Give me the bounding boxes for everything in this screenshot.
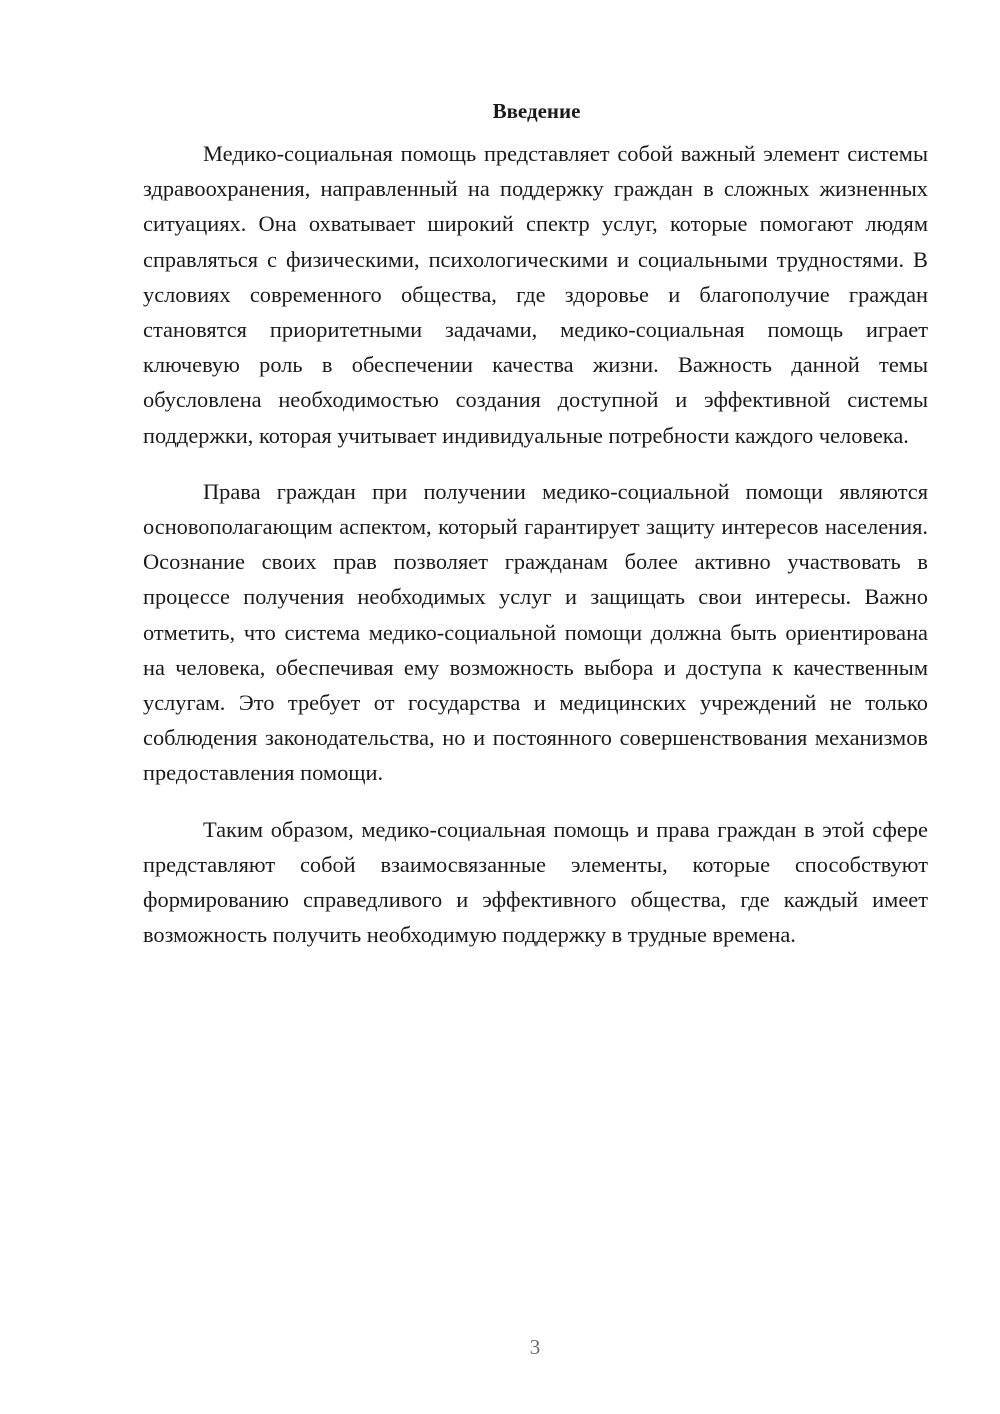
page-content: [143, 96, 928, 952]
paragraph-2: Права граждан при получении медико-социальной помощи являются основополагающим аспектом, который гарантирует защиту интересов населения. Осознание своих прав позволяет гражданам более активно участвовать в процессе получения необходимых услуг и защищать свои интересы. Важно отметить, что система медико-социальной помощи должна быть ориентирована на человека, обеспечивая ему возможность выбора и доступа к качественным услугам. Это требует от государства и медицинских учреждений не только соблюдения законодательства, но и постоянного совершенствования механизмов предоставления помощи.: [143, 478, 928, 786]
paragraph-3: Таким образом, медико-социальная помощь и права граждан в этой сфере представляют собой взаимосвязанные элементы, которые способствуют формированию справедливого и эффективного общества, где каждый имеет возможность получить необходимую поддержку в трудные времена.: [143, 816, 928, 948]
page-number: 3: [529, 1335, 541, 1359]
paragraph-1: Медико-социальная помощь представляет собой важный элемент системы здравоохранения, направленный на поддержку граждан в сложных жизненных ситуациях. Она охватывает широкий спектр услуг, которые помогают людям справляться с физическими, психологическими и социальными трудностями. В условиях современного общества, где здоровье и благополучие граждан становятся приоритетными задачами, медико-социальная помощь играет ключевую роль в обеспечении качества жизни. Важность данной темы обусловлена необходимостью создания доступной и эффективной системы поддержки, которая учитывает индивидуальные потребности каждого человека.: [143, 141, 928, 448]
section-heading: Введение: [492, 99, 581, 123]
